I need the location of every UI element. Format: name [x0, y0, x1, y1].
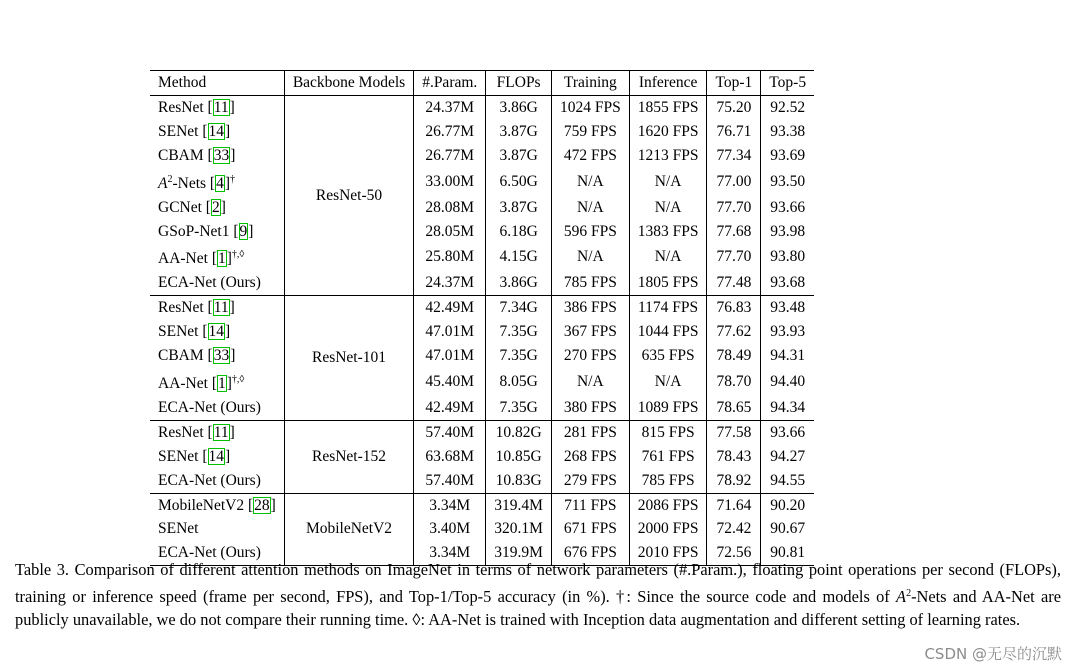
params-cell: 24.37M [414, 96, 486, 120]
top1-cell: 78.65 [707, 396, 761, 420]
method-name: GCNet [158, 198, 202, 216]
inference-cell: 1855 FPS [629, 96, 707, 120]
table-row [150, 493, 814, 517]
top1-cell: 78.70 [707, 368, 761, 396]
table-caption [15, 558, 1061, 632]
method-cell: SENet [14] [150, 320, 284, 344]
table-row [150, 220, 814, 244]
inference-cell: 1620 FPS [629, 120, 707, 144]
inference-cell: 1174 FPS [629, 296, 707, 320]
table-group [150, 420, 814, 493]
table-group [150, 493, 814, 566]
top5-cell: 90.81 [770, 544, 806, 562]
params-cell: 47.01M [414, 344, 486, 368]
params-cell: 26.77M [414, 120, 486, 144]
flops-cell: 320.1M [486, 517, 552, 541]
inference-cell: 1044 FPS [629, 320, 707, 344]
top1-cell: 76.71 [707, 120, 761, 144]
training-cell: N/A [551, 168, 629, 196]
method-cell [150, 271, 284, 295]
training-cell: 367 FPS [551, 320, 629, 344]
top5-cell: 94.31 [770, 347, 806, 365]
table-row [150, 517, 814, 541]
method-name: ResNet [158, 423, 204, 441]
method-cell: CBAM [33] [150, 344, 284, 368]
table-row [150, 420, 814, 444]
citation-link[interactable]: 1 [217, 374, 226, 392]
citation-link[interactable]: 28 [254, 496, 270, 514]
method-cell: ResNet [11] [150, 96, 284, 120]
method-cell: AA-Net [1]†,◊ [150, 368, 284, 396]
caption-line-2: second (FLOPs), training or inference speed (frame per second, FPS), and Top-1/Top-5 accuracy (in %). †: Since the source code and [15, 560, 1061, 606]
method-name: CBAM [158, 347, 204, 365]
params-cell: 26.77M [414, 144, 486, 168]
method-name: ECA-Net (Ours) [158, 471, 261, 489]
method-name: GSoP-Net1 [158, 222, 230, 240]
backbone-cell: ResNet-101 [284, 296, 413, 421]
comparison-table [150, 70, 814, 566]
training-cell: N/A [551, 368, 629, 396]
params-cell: 3.34M [414, 493, 486, 517]
params-cell: 47.01M [414, 320, 486, 344]
citation-link[interactable]: 2 [211, 198, 220, 216]
backbone-cell: ResNet-50 [284, 96, 413, 296]
method-cell [150, 517, 284, 541]
top5-cell: 90.20 [770, 496, 806, 514]
params-cell: 42.49M [414, 396, 486, 420]
table-row [150, 469, 814, 493]
citation-link[interactable]: 11 [213, 299, 229, 317]
method-var-sup: 2 [167, 173, 173, 185]
flops-cell: 7.34G [486, 296, 552, 320]
flops-cell: 10.82G [486, 420, 552, 444]
method-cell: SENet [14] [150, 120, 284, 144]
top5-cell: 93.80 [770, 248, 806, 266]
inference-cell: N/A [629, 168, 707, 196]
backbone-cell: ResNet-152 [284, 420, 413, 493]
footnote-mark: † [230, 173, 236, 185]
top5-cell: 94.34 [770, 398, 806, 416]
params-cell: 57.40M [414, 469, 486, 493]
method-name: CBAM [158, 146, 204, 164]
inference-cell: 761 FPS [629, 445, 707, 469]
flops-cell: 10.83G [486, 469, 552, 493]
inference-cell: 635 FPS [629, 344, 707, 368]
inference-cell: 815 FPS [629, 420, 707, 444]
method-name: SENet [158, 447, 199, 465]
method-name: AA-Net [158, 374, 208, 392]
params-cell: 57.40M [414, 420, 486, 444]
top5-cell: 94.40 [770, 372, 806, 390]
header-backbone: Backbone Models [284, 71, 413, 96]
top1-cell: 77.00 [707, 168, 761, 196]
inference-cell: 2000 FPS [629, 517, 707, 541]
method-cell: CBAM [33] [150, 144, 284, 168]
backbone-cell: MobileNetV2 [284, 493, 413, 566]
top1-cell: 72.56 [707, 541, 761, 565]
citation-link[interactable]: 33 [213, 347, 230, 365]
inference-cell: 785 FPS [629, 469, 707, 493]
top5-cell: 93.68 [770, 274, 806, 292]
table-row [150, 368, 814, 396]
training-cell: N/A [551, 243, 629, 271]
training-cell: 676 FPS [551, 541, 629, 565]
table-row [150, 120, 814, 144]
flops-cell: 3.87G [486, 196, 552, 220]
top1-cell: 78.43 [707, 445, 761, 469]
inference-cell: 2086 FPS [629, 493, 707, 517]
params-cell: 33.00M [414, 168, 486, 196]
citation-link[interactable]: 14 [208, 447, 225, 465]
training-cell: N/A [551, 196, 629, 220]
training-cell: 711 FPS [551, 493, 629, 517]
top1-cell: 77.70 [707, 196, 761, 220]
citation-link[interactable]: 14 [208, 122, 225, 140]
flops-cell: 7.35G [486, 396, 552, 420]
top5-cell: 93.93 [770, 323, 806, 341]
table-row [150, 344, 814, 368]
table-row [150, 320, 814, 344]
flops-cell: 4.15G [486, 243, 552, 271]
top1-cell: 71.64 [707, 493, 761, 517]
training-cell: 596 FPS [551, 220, 629, 244]
method-cell: AA-Net [1]†,◊ [150, 243, 284, 271]
params-cell: 63.68M [414, 445, 486, 469]
inference-cell: N/A [629, 368, 707, 396]
table-header-row [150, 71, 814, 96]
top1-cell: 77.48 [707, 271, 761, 295]
table-row [150, 271, 814, 295]
top5-cell: 94.27 [770, 447, 806, 465]
header-inference: Inference [629, 71, 707, 96]
top1-cell: 77.34 [707, 144, 761, 168]
top1-cell: 77.62 [707, 320, 761, 344]
table-row [150, 96, 814, 120]
top1-cell: 78.92 [707, 469, 761, 493]
method-var: A [158, 174, 168, 192]
table-row [150, 445, 814, 469]
flops-cell: 6.50G [486, 168, 552, 196]
flops-cell: 3.87G [486, 144, 552, 168]
top5-cell: 93.38 [770, 122, 806, 140]
params-cell: 3.34M [414, 541, 486, 565]
training-cell: 671 FPS [551, 517, 629, 541]
top5-cell: 93.50 [770, 172, 806, 190]
top5-cell: 92.52 [770, 99, 806, 116]
inference-cell: N/A [629, 243, 707, 271]
top5-cell: 93.98 [770, 222, 806, 240]
params-cell: 45.40M [414, 368, 486, 396]
method-name: ResNet [158, 99, 204, 116]
flops-cell: 7.35G [486, 344, 552, 368]
top1-cell: 77.70 [707, 243, 761, 271]
flops-cell: 319.4M [486, 493, 552, 517]
training-cell: 268 FPS [551, 445, 629, 469]
table-group [150, 296, 814, 421]
header-top5: Top-5 [769, 74, 807, 92]
method-name: MobileNetV2 [158, 496, 245, 514]
citation-link[interactable]: 1 [217, 250, 226, 268]
method-name: -Nets [172, 174, 207, 192]
method-cell [150, 396, 284, 420]
flops-cell: 3.87G [486, 120, 552, 144]
citation-link[interactable]: 9 [239, 222, 248, 240]
header-training: Training [551, 71, 629, 96]
caption-line-3: models of $A^2$-Nets and AA-Net are publicly unavailable, we do not compare their running time. ◊: AA-Net is trained with Inception data [15, 586, 1061, 629]
method-cell: GCNet [2] [150, 196, 284, 220]
table-row [150, 243, 814, 271]
inference-cell: 1089 FPS [629, 396, 707, 420]
table-group [150, 96, 814, 296]
method-name: SENet [158, 122, 199, 140]
method-cell: GSoP-Net1 [9] [150, 220, 284, 244]
params-cell: 24.37M [414, 271, 486, 295]
header-top1: Top-1 [707, 71, 761, 96]
method-name: AA-Net [158, 250, 208, 268]
method-name: ResNet [158, 299, 204, 317]
inference-cell: 1805 FPS [629, 271, 707, 295]
table-row [150, 144, 814, 168]
method-cell [150, 469, 284, 493]
flops-cell: 319.9M [486, 541, 552, 565]
table-row [150, 196, 814, 220]
caption-line-1: Table 3. Comparison of different attention methods on ImageNet in terms of network parameters (#.Param.), floating point operations per [15, 560, 943, 579]
method-name: SENet [158, 323, 199, 341]
citation-link[interactable]: 11 [213, 423, 229, 441]
top5-cell: 93.69 [770, 146, 806, 164]
top5-cell: 90.67 [770, 520, 806, 538]
header-method: Method [150, 71, 284, 96]
method-cell: MobileNetV2 [28] [150, 493, 284, 517]
inference-cell: 1383 FPS [629, 220, 707, 244]
params-cell: 28.08M [414, 196, 486, 220]
citation-link[interactable]: 4 [216, 174, 224, 192]
watermark: CSDN @无尽的沉默 [924, 645, 1062, 663]
method-name: SENet [158, 520, 199, 538]
training-cell: 759 FPS [551, 120, 629, 144]
citation-link[interactable]: 14 [208, 323, 225, 341]
flops-cell: 6.18G [486, 220, 552, 244]
top1-cell: 77.58 [707, 420, 761, 444]
table-row [150, 168, 814, 196]
top5-cell: 93.66 [770, 198, 806, 216]
training-cell: 270 FPS [551, 344, 629, 368]
method-cell: ResNet [11] [150, 420, 284, 444]
training-cell: 1024 FPS [551, 96, 629, 120]
footnote-mark: †,◊ [231, 249, 245, 261]
inference-cell: N/A [629, 196, 707, 220]
top1-cell: 78.49 [707, 344, 761, 368]
params-cell: 25.80M [414, 243, 486, 271]
training-cell: 380 FPS [551, 396, 629, 420]
params-cell: 42.49M [414, 296, 486, 320]
method-cell: ResNet [11] [150, 296, 284, 320]
training-cell: 279 FPS [551, 469, 629, 493]
citation-link[interactable]: 33 [213, 146, 230, 164]
header-flops: FLOPs [486, 71, 552, 96]
flops-cell: 3.86G [486, 96, 552, 120]
top1-cell: 75.20 [707, 96, 761, 120]
params-cell: 28.05M [414, 220, 486, 244]
top5-cell: 93.48 [770, 299, 806, 317]
training-cell: 785 FPS [551, 271, 629, 295]
inference-cell: 2010 FPS [629, 541, 707, 565]
flops-cell: 10.85G [486, 445, 552, 469]
inference-cell: 1213 FPS [629, 144, 707, 168]
flops-cell: 3.86G [486, 271, 552, 295]
method-name: ECA-Net (Ours) [158, 398, 261, 416]
footnote-mark: †,◊ [231, 373, 245, 385]
top1-cell: 77.68 [707, 220, 761, 244]
table-row [150, 396, 814, 420]
table-row [150, 296, 814, 320]
training-cell: 472 FPS [551, 144, 629, 168]
flops-cell: 7.35G [486, 320, 552, 344]
top1-cell: 76.83 [707, 296, 761, 320]
method-name: ECA-Net (Ours) [158, 544, 261, 562]
method-cell: SENet [14] [150, 445, 284, 469]
method-name: ECA-Net (Ours) [158, 274, 261, 292]
top1-cell: 72.42 [707, 517, 761, 541]
caption-line-4: augmentation and different setting of learning rates. [680, 610, 1021, 629]
header-params: #.Param. [414, 71, 486, 96]
training-cell: 281 FPS [551, 420, 629, 444]
citation-link[interactable]: 11 [213, 99, 229, 116]
params-cell: 3.40M [414, 517, 486, 541]
top5-cell: 94.55 [770, 471, 806, 489]
top5-cell: 93.66 [770, 423, 806, 441]
flops-cell: 8.05G [486, 368, 552, 396]
training-cell: 386 FPS [551, 296, 629, 320]
method-cell: $A^2$-Nets [4]† [150, 168, 284, 196]
caption-var-a: A [896, 586, 907, 606]
caption-var-sup: 2 [906, 587, 912, 599]
